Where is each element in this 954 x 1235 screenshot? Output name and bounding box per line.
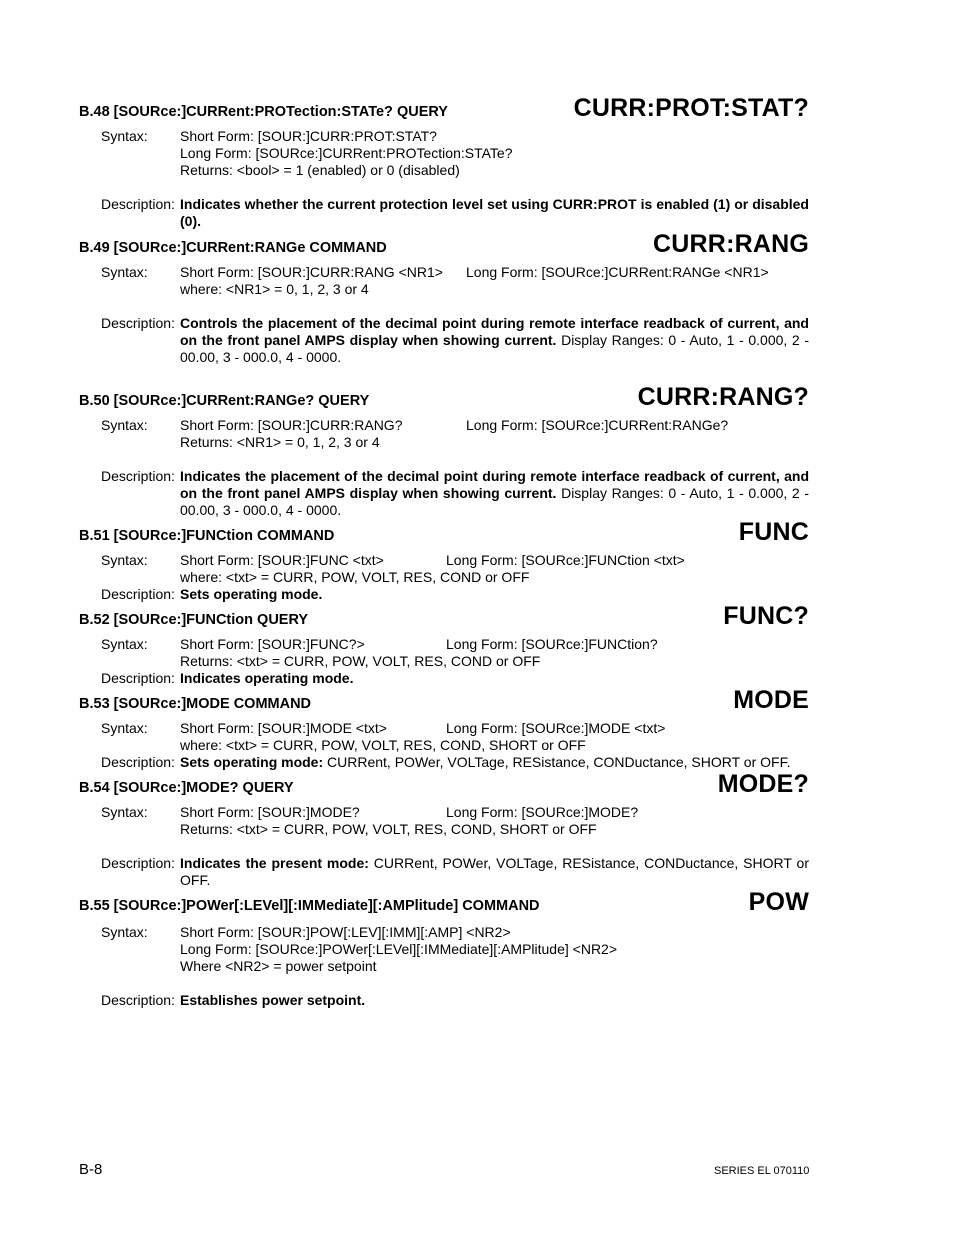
long-form: Long Form: [SOURce:]POWer[:LEVel][:IMMediate][:AMPlitude] <NR2> <box>180 941 618 957</box>
page-number: B-8 <box>79 1161 103 1178</box>
short-form: Short Form: [SOUR:]CURR:PROT:STAT? <box>180 128 437 144</box>
section-b48 <box>79 94 809 230</box>
description: Sets operating mode: CURRent, POWer, VOLTage, RESistance, CONDuctance, SHORT or OFF. <box>180 754 791 770</box>
command-mnemonic: MODE? <box>717 770 809 798</box>
returns: where: <txt> = CURR, POW, VOLT, RES, COND or OFF <box>180 569 530 585</box>
long-form: Long Form: [SOURce:]FUNCtion? <box>446 636 658 652</box>
short-form: Short Form: [SOUR:]POW[:LEV][:IMM][:AMP] <NR2> <box>180 924 511 940</box>
syntax-label: Syntax: <box>101 720 148 736</box>
description-label: Description: <box>101 315 175 331</box>
section-title: B.52 [SOURce:]FUNCtion QUERY <box>79 612 309 628</box>
long-form: Long Form: [SOURce:]FUNCtion <txt> <box>446 552 685 568</box>
returns: Returns: <bool> = 1 (enabled) or 0 (disabled) <box>180 162 460 178</box>
long-form: Long Form: [SOURce:]MODE <txt> <box>446 720 666 736</box>
syntax-label: Syntax: <box>101 552 148 568</box>
section-b55 <box>79 888 809 1009</box>
description-label: Description: <box>101 196 175 212</box>
description-label: Description: <box>101 468 175 484</box>
command-mnemonic: MODE <box>733 686 809 714</box>
section-b53 <box>79 686 809 771</box>
syntax-label: Syntax: <box>101 924 148 940</box>
short-form: Short Form: [SOUR:]FUNC?> <box>180 636 365 652</box>
section-title: B.49 [SOURce:]CURRent:RANGe COMMAND <box>79 240 387 256</box>
section-title: B.51 [SOURce:]FUNCtion COMMAND <box>79 528 335 544</box>
long-form: Long Form: [SOURce:]MODE? <box>446 804 639 820</box>
description: Indicates operating mode. <box>180 670 354 686</box>
series-footer: SERIES EL 070110 <box>714 1165 810 1177</box>
section-title: B.48 [SOURce:]CURRent:PROTection:STATe? QUERY <box>79 104 448 120</box>
syntax-label: Syntax: <box>101 804 148 820</box>
returns: Returns: <txt> = CURR, POW, VOLT, RES, COND or OFF <box>180 653 541 669</box>
syntax-label: Syntax: <box>101 128 148 144</box>
command-mnemonic: FUNC? <box>723 602 809 630</box>
description: Indicates the present mode: CURRent, POWer, VOLTage, RESistance, CONDuctance, SHORT or OFF. <box>180 855 809 888</box>
description: Indicates whether the current protection level set using CURR:PROT is enabled (1) or disabled (0). <box>180 196 809 229</box>
short-form: Short Form: [SOUR:]CURR:RANG? <box>180 417 403 433</box>
syntax-label: Syntax: <box>101 636 148 652</box>
returns: Returns: <txt> = CURR, POW, VOLT, RES, COND, SHORT or OFF <box>180 821 597 837</box>
section-b52 <box>79 602 809 687</box>
section-b54 <box>79 770 809 889</box>
command-mnemonic: CURR:RANG? <box>637 383 809 411</box>
short-form: Short Form: [SOUR:]MODE? <box>180 804 360 820</box>
description-label: Description: <box>101 855 175 871</box>
long-form: Long Form: [SOURce:]CURRent:RANGe <NR1> <box>466 264 769 280</box>
section-title: B.53 [SOURce:]MODE COMMAND <box>79 696 312 712</box>
command-mnemonic: CURR:RANG <box>653 230 809 258</box>
description: Sets operating mode. <box>180 586 323 602</box>
description: Indicates the placement of the decimal point during remote interface readback of current, and on the front panel AMPS display when showing current. Display Ranges: 0 - Auto, 1 - 0.000, 2 - 00.00, 3 - 000.0, 4 - 0000. <box>180 468 809 518</box>
description-label: Description: <box>101 992 175 1008</box>
short-form: Short Form: [SOUR:]FUNC <txt> <box>180 552 384 568</box>
section-b50 <box>79 383 809 519</box>
description-label: Description: <box>101 586 175 602</box>
description-label: Description: <box>101 754 175 770</box>
short-form: Short Form: [SOUR:]CURR:RANG <NR1> <box>180 264 443 280</box>
description: Establishes power setpoint. <box>180 992 366 1008</box>
syntax-label: Syntax: <box>101 264 148 280</box>
description: Controls the placement of the decimal point during remote interface readback of current, and on the front panel AMPS display when showing current. Display Ranges: 0 - Auto, 1 - 0.000, 2 - 00.00, 3 - 000.0, 4 - 0000. <box>180 315 809 365</box>
section-b51 <box>79 518 809 603</box>
command-mnemonic: FUNC <box>738 518 809 546</box>
returns: where: <NR1> = 0, 1, 2, 3 or 4 <box>180 281 369 297</box>
returns: Returns: <NR1> = 0, 1, 2, 3 or 4 <box>180 434 380 450</box>
section-title: B.55 [SOURce:]POWer[:LEVel][:IMMediate][:AMPlitude] COMMAND <box>79 898 540 914</box>
description-label: Description: <box>101 670 175 686</box>
section-b49 <box>79 230 809 366</box>
short-form: Short Form: [SOUR:]MODE <txt> <box>180 720 387 736</box>
returns: Where <NR2> = power setpoint <box>180 958 377 974</box>
section-title: B.54 [SOURce:]MODE? QUERY <box>79 780 294 796</box>
command-mnemonic: CURR:PROT:STAT? <box>573 94 809 122</box>
long-form: Long Form: [SOURce:]CURRent:PROTection:STATe? <box>180 145 513 161</box>
syntax-label: Syntax: <box>101 417 148 433</box>
command-mnemonic: POW <box>748 888 809 916</box>
returns: where: <txt> = CURR, POW, VOLT, RES, COND, SHORT or OFF <box>180 737 586 753</box>
long-form: Long Form: [SOURce:]CURRent:RANGe? <box>466 417 729 433</box>
section-title: B.50 [SOURce:]CURRent:RANGe? QUERY <box>79 393 370 409</box>
